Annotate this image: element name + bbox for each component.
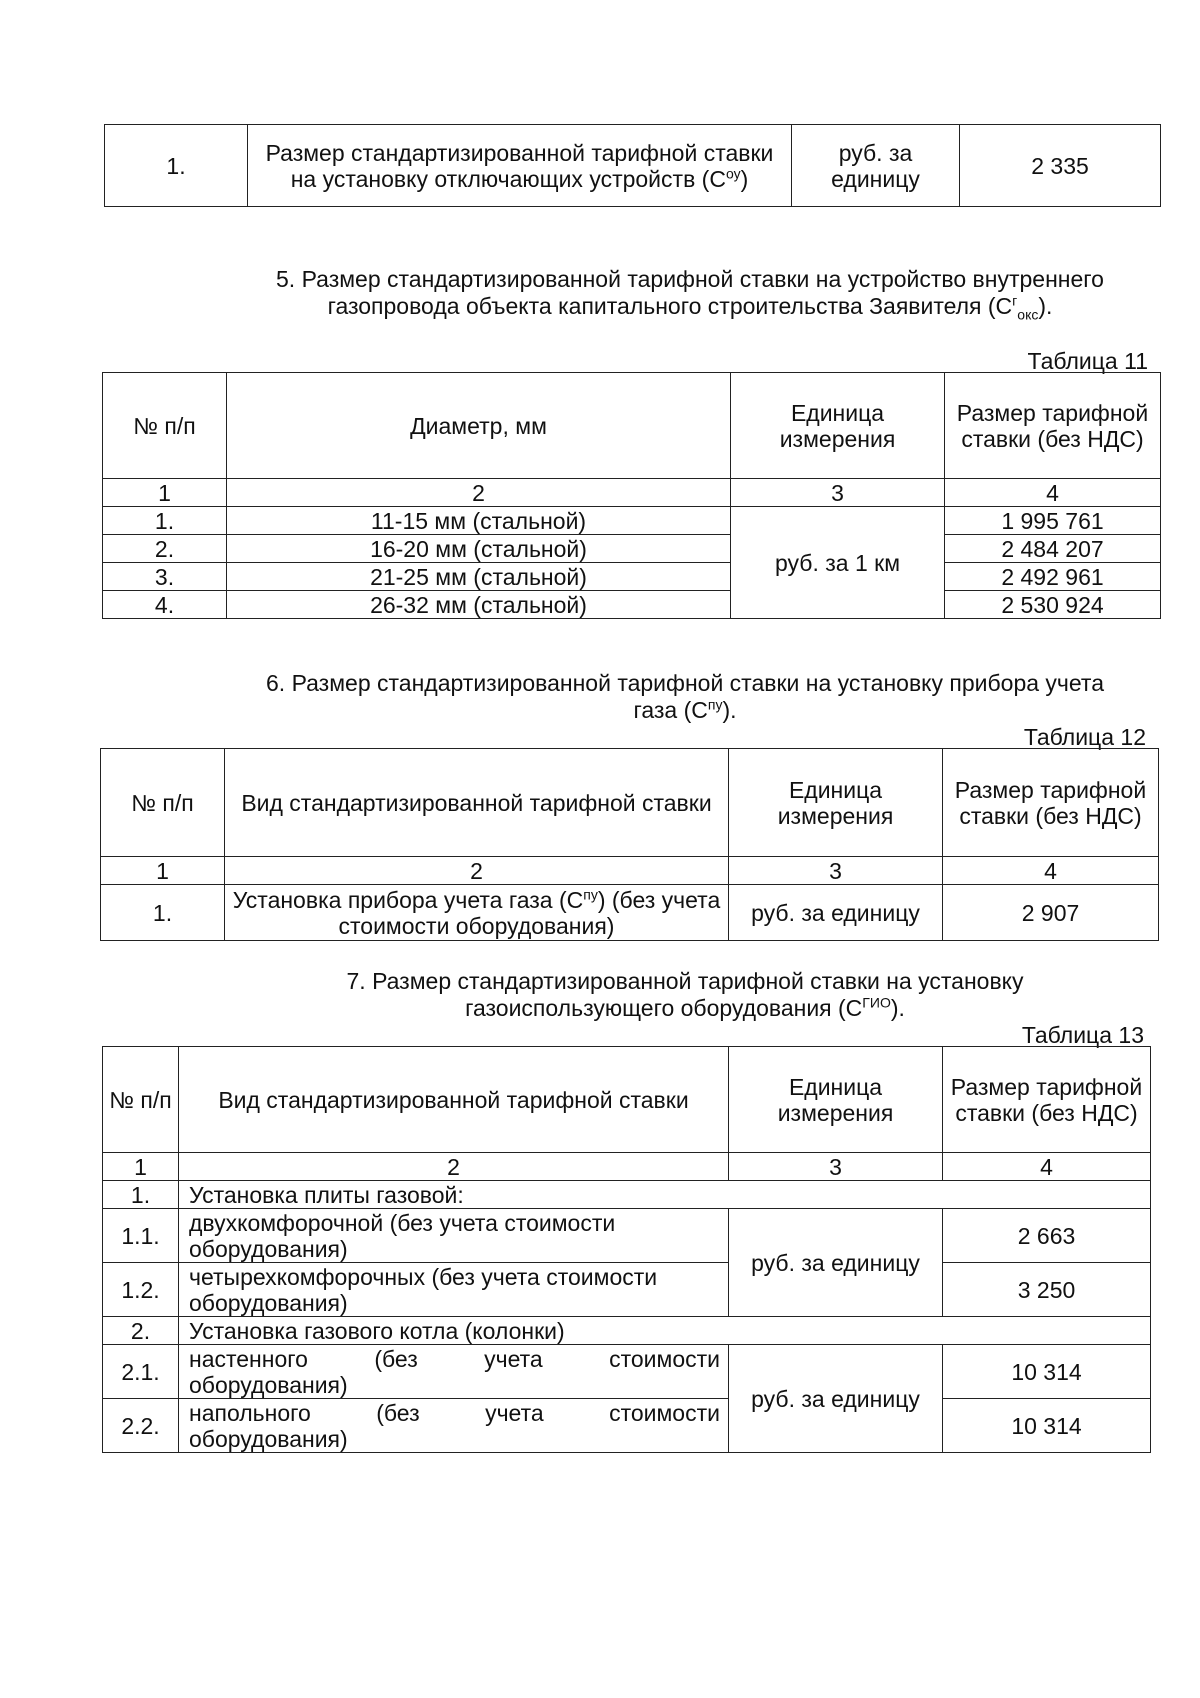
header-rate: Размер тарифной ставки (без НДС) bbox=[943, 1047, 1151, 1153]
header-row bbox=[103, 373, 1161, 479]
header-row bbox=[101, 749, 1159, 857]
table-11-label: Таблица 11 bbox=[1027, 348, 1148, 374]
header-diameter: Диаметр, мм bbox=[227, 373, 731, 479]
table-row: 3. 21-25 мм (стальной) 2 492 961 bbox=[103, 563, 1161, 591]
table-row: 1.2. четырехкомфорочных (без учета стоимости оборудования) 3 250 bbox=[103, 1263, 1151, 1317]
section6-title: 6. Размер стандартизированной тарифной ставки на установку прибора учета газа $(С^{пу})$. bbox=[266, 670, 1104, 723]
section7-title: 7. Размер стандартизированной тарифной ставки на установку газоиспользующего оборудования $(С^{ГИО})$. bbox=[346, 968, 1024, 1021]
table-row: 1.1. двухкомфорочной (без учета стоимости оборудования) руб. за единицу 2 663 bbox=[103, 1209, 1151, 1263]
table-row bbox=[105, 125, 1161, 207]
table-row: 2.1. настенного (без учета стоимости оборудования) руб. за единицу 10 314 bbox=[103, 1345, 1151, 1399]
header-rate: Размер тарифной ставки (без НДС) bbox=[945, 373, 1161, 479]
rate-name: Размер стандартизированной тарифной ставки на установку отключающих устройств $(С^{оу})$ bbox=[248, 125, 792, 207]
table-12 bbox=[100, 748, 1159, 941]
header-unit: Единица измерения bbox=[731, 373, 945, 479]
section5-title: 5. Размер стандартизированной тарифной ставки на устройство внутреннего газопровода объекта капитального строительства Заявителя $(С^г_{окс})$. bbox=[276, 266, 1104, 323]
table-13 bbox=[102, 1046, 1151, 1453]
value-cell: 2 907 bbox=[943, 885, 1159, 941]
table-row: 2.2. напольного (без учета стоимости оборудования) 10 314 bbox=[103, 1399, 1151, 1453]
column-numbers-row: 1 2 3 4 bbox=[101, 857, 1159, 885]
header-number: № п/п bbox=[103, 1047, 179, 1153]
header-number: № п/п bbox=[101, 749, 225, 857]
unit-cell: руб. за единицу bbox=[729, 1209, 943, 1317]
group-row: 1. Установка плиты газовой: bbox=[103, 1181, 1151, 1209]
table-row: 1. 11-15 мм (стальной) руб. за 1 км 1 995 761 bbox=[103, 507, 1161, 535]
row-number: 1. bbox=[105, 125, 248, 207]
header-rate: Размер тарифной ставки (без НДС) bbox=[943, 749, 1159, 857]
table-row: 2. 16-20 мм (стальной) 2 484 207 bbox=[103, 535, 1161, 563]
header-kind: Вид стандартизированной тарифной ставки bbox=[225, 749, 729, 857]
table-12-label: Таблица 12 bbox=[1023, 724, 1146, 750]
table-top bbox=[104, 124, 1161, 207]
unit-cell: руб. за единицу bbox=[729, 885, 943, 941]
header-unit: Единица измерения bbox=[729, 749, 943, 857]
header-unit: Единица измерения bbox=[729, 1047, 943, 1153]
header-number: № п/п bbox=[103, 373, 227, 479]
unit-cell: руб. за единицу bbox=[729, 1345, 943, 1453]
group-row: 2. Установка газового котла (колонки) bbox=[103, 1317, 1151, 1345]
value-cell: 2 335 bbox=[960, 125, 1161, 207]
table-13-label: Таблица 13 bbox=[1021, 1022, 1144, 1048]
column-numbers-row: 1 2 3 4 bbox=[103, 479, 1161, 507]
unit-cell: руб. за единицу bbox=[792, 125, 960, 207]
column-numbers-row: 1 2 3 4 bbox=[103, 1153, 1151, 1181]
table-row: 4. 26-32 мм (стальной) 2 530 924 bbox=[103, 591, 1161, 619]
header-row bbox=[103, 1047, 1151, 1153]
table-11 bbox=[102, 372, 1161, 619]
header-kind: Вид стандартизированной тарифной ставки bbox=[179, 1047, 729, 1153]
table-row: 1. Установка прибора учета газа $(С^{пу})$ (без учета стоимости оборудования) руб. за единицу 2 907 bbox=[101, 885, 1159, 941]
unit-cell: руб. за 1 км bbox=[731, 507, 945, 619]
